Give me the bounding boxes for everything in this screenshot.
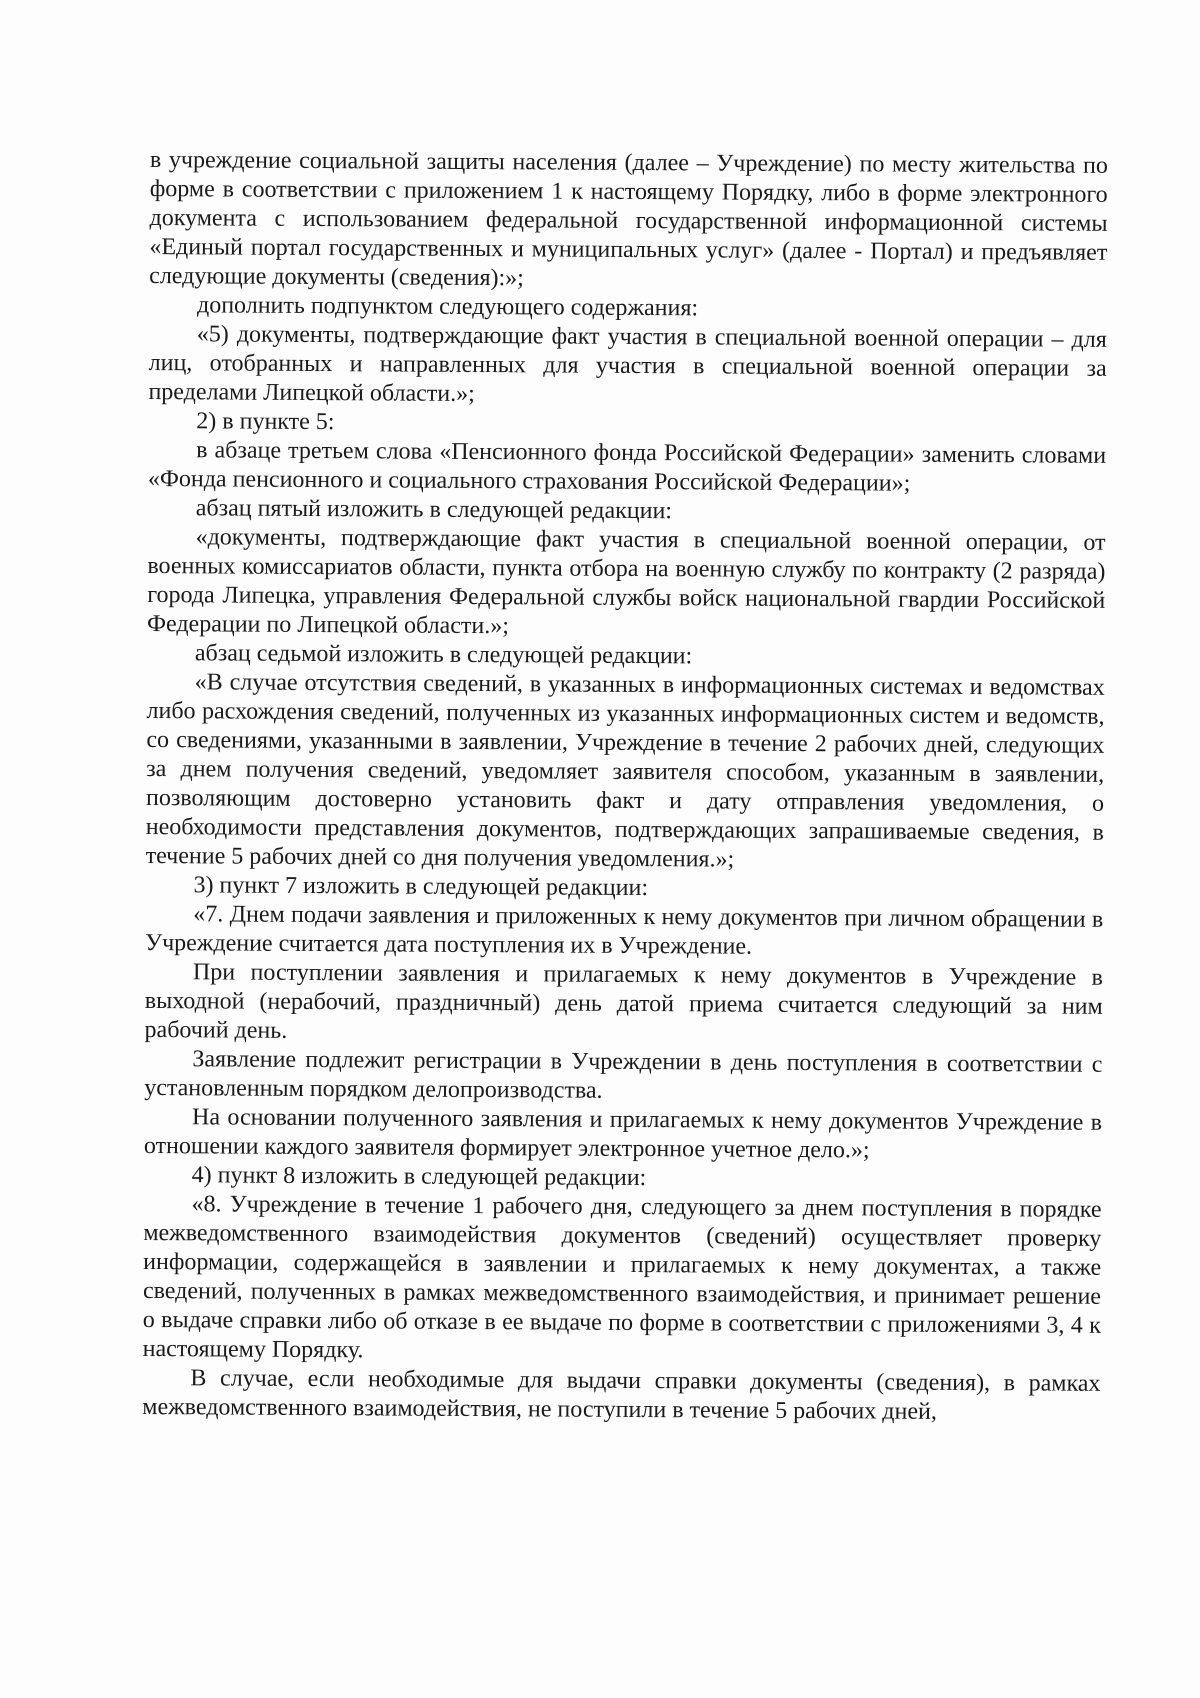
paragraph: 3) пункт 7 изложить в следующей редакции: — [193, 872, 649, 902]
paragraph: абзац пятый изложить в следующей редакции: — [195, 495, 673, 525]
paragraph: дополнить подпунктом следующего содержания: — [196, 292, 699, 322]
paragraph: «В случае отсутствия сведений, в указанных в информационных системах и ведомствах либо расхождения сведений, полученных из указанных информационных систем и ведомств, со сведениями, указанными в заявлении, Учреждение в течение 2 рабочих дней, следующих за днем получения сведений, уведомляет заявителя способом, указанным в заявлении, позволяющим достоверно установить факт и дату отправления уведомления, о необходимости представления документов, подтверждающих запрашиваемые сведения, в течение 5 рабочих дней со дня получения уведомления.»; — [145, 669, 1105, 873]
paragraph: «документы, подтверждающие факт участия в специальной военной операции, от военных комиссариатов области, пункта отбора на военную службу по контракту (2 разряда) города Липецка, управления Федеральной службы войск национальной гвардии Российской Федерации по Липецкой области.»; — [147, 524, 1106, 640]
paragraph: «5) документы, подтверждающие факт участия в специальной военной операции – для лиц, отобранных и направленных для участия в специальной военной операции за пределами Липецкой области.»; — [148, 321, 1107, 407]
paragraph: При поступлении заявления и прилагаемых к нему документов в Учреждение в выходной (нерабочий, праздничный) день датой приема считается следующий за ним рабочий день. — [144, 959, 1104, 1044]
paragraph: «7. Днем подачи заявления и приложенных к нему документов при личном обращении в Учреждение считается дата поступления их в Учреждение. — [145, 901, 1104, 960]
paragraph: В случае, если необходимые для выдачи справки документы (сведения), в рамках межведомственного взаимодействия, не поступили в течение 5 рабочих дней, — [142, 1365, 1101, 1425]
paragraph: в учреждение социальной защиты населения (далее – Учреждение) по месту жительства по форме в соответствии с приложением 1 к настоящему Порядку, либо в форме электронного документа с использованием федеральной государственной информационной системы «Единый портал государственных и муниципальных услуг» (далее - Портал) и предъявляет следующие документы (сведения):»; — [149, 146, 1108, 292]
paragraph: Заявление подлежит регистрации в Учреждении в день поступления в соответствии с установленным порядком делопроизводства. — [144, 1046, 1103, 1104]
paragraph: «8. Учреждение в течение 1 рабочего дня, следующего за днем поступления в порядке межведомственного взаимодействия документов (сведений) осуществляет проверку информации, содержащейся в заявлении и прилагаемых к нему документах, а также сведений, полученных в рамках межведомственного взаимодействия, и принимает решение о выдаче справки либо об отказе в ее выдаче по форме в соответствии с приложениями 3, 4 к настоящему Порядку. — [142, 1191, 1102, 1364]
paragraph: в абзаце третьем слова «Пенсионного фонда Российской Федерации» заменить словами «Фонда пенсионного и социального страхования Российской Федерации»; — [147, 437, 1107, 497]
document-body — [142, 146, 1108, 1428]
paragraph: абзац седьмой изложить в следующей редакции: — [194, 640, 693, 670]
paragraph: На основании полученного заявления и прилагаемых к нему документов Учреждение в отношении каждого заявителя формирует электронное учетное дело.»; — [143, 1104, 1103, 1164]
paragraph: 4) пункт 8 изложить в следующей редакции: — [191, 1162, 647, 1192]
paragraph: 2) в пункте 5: — [196, 408, 335, 436]
